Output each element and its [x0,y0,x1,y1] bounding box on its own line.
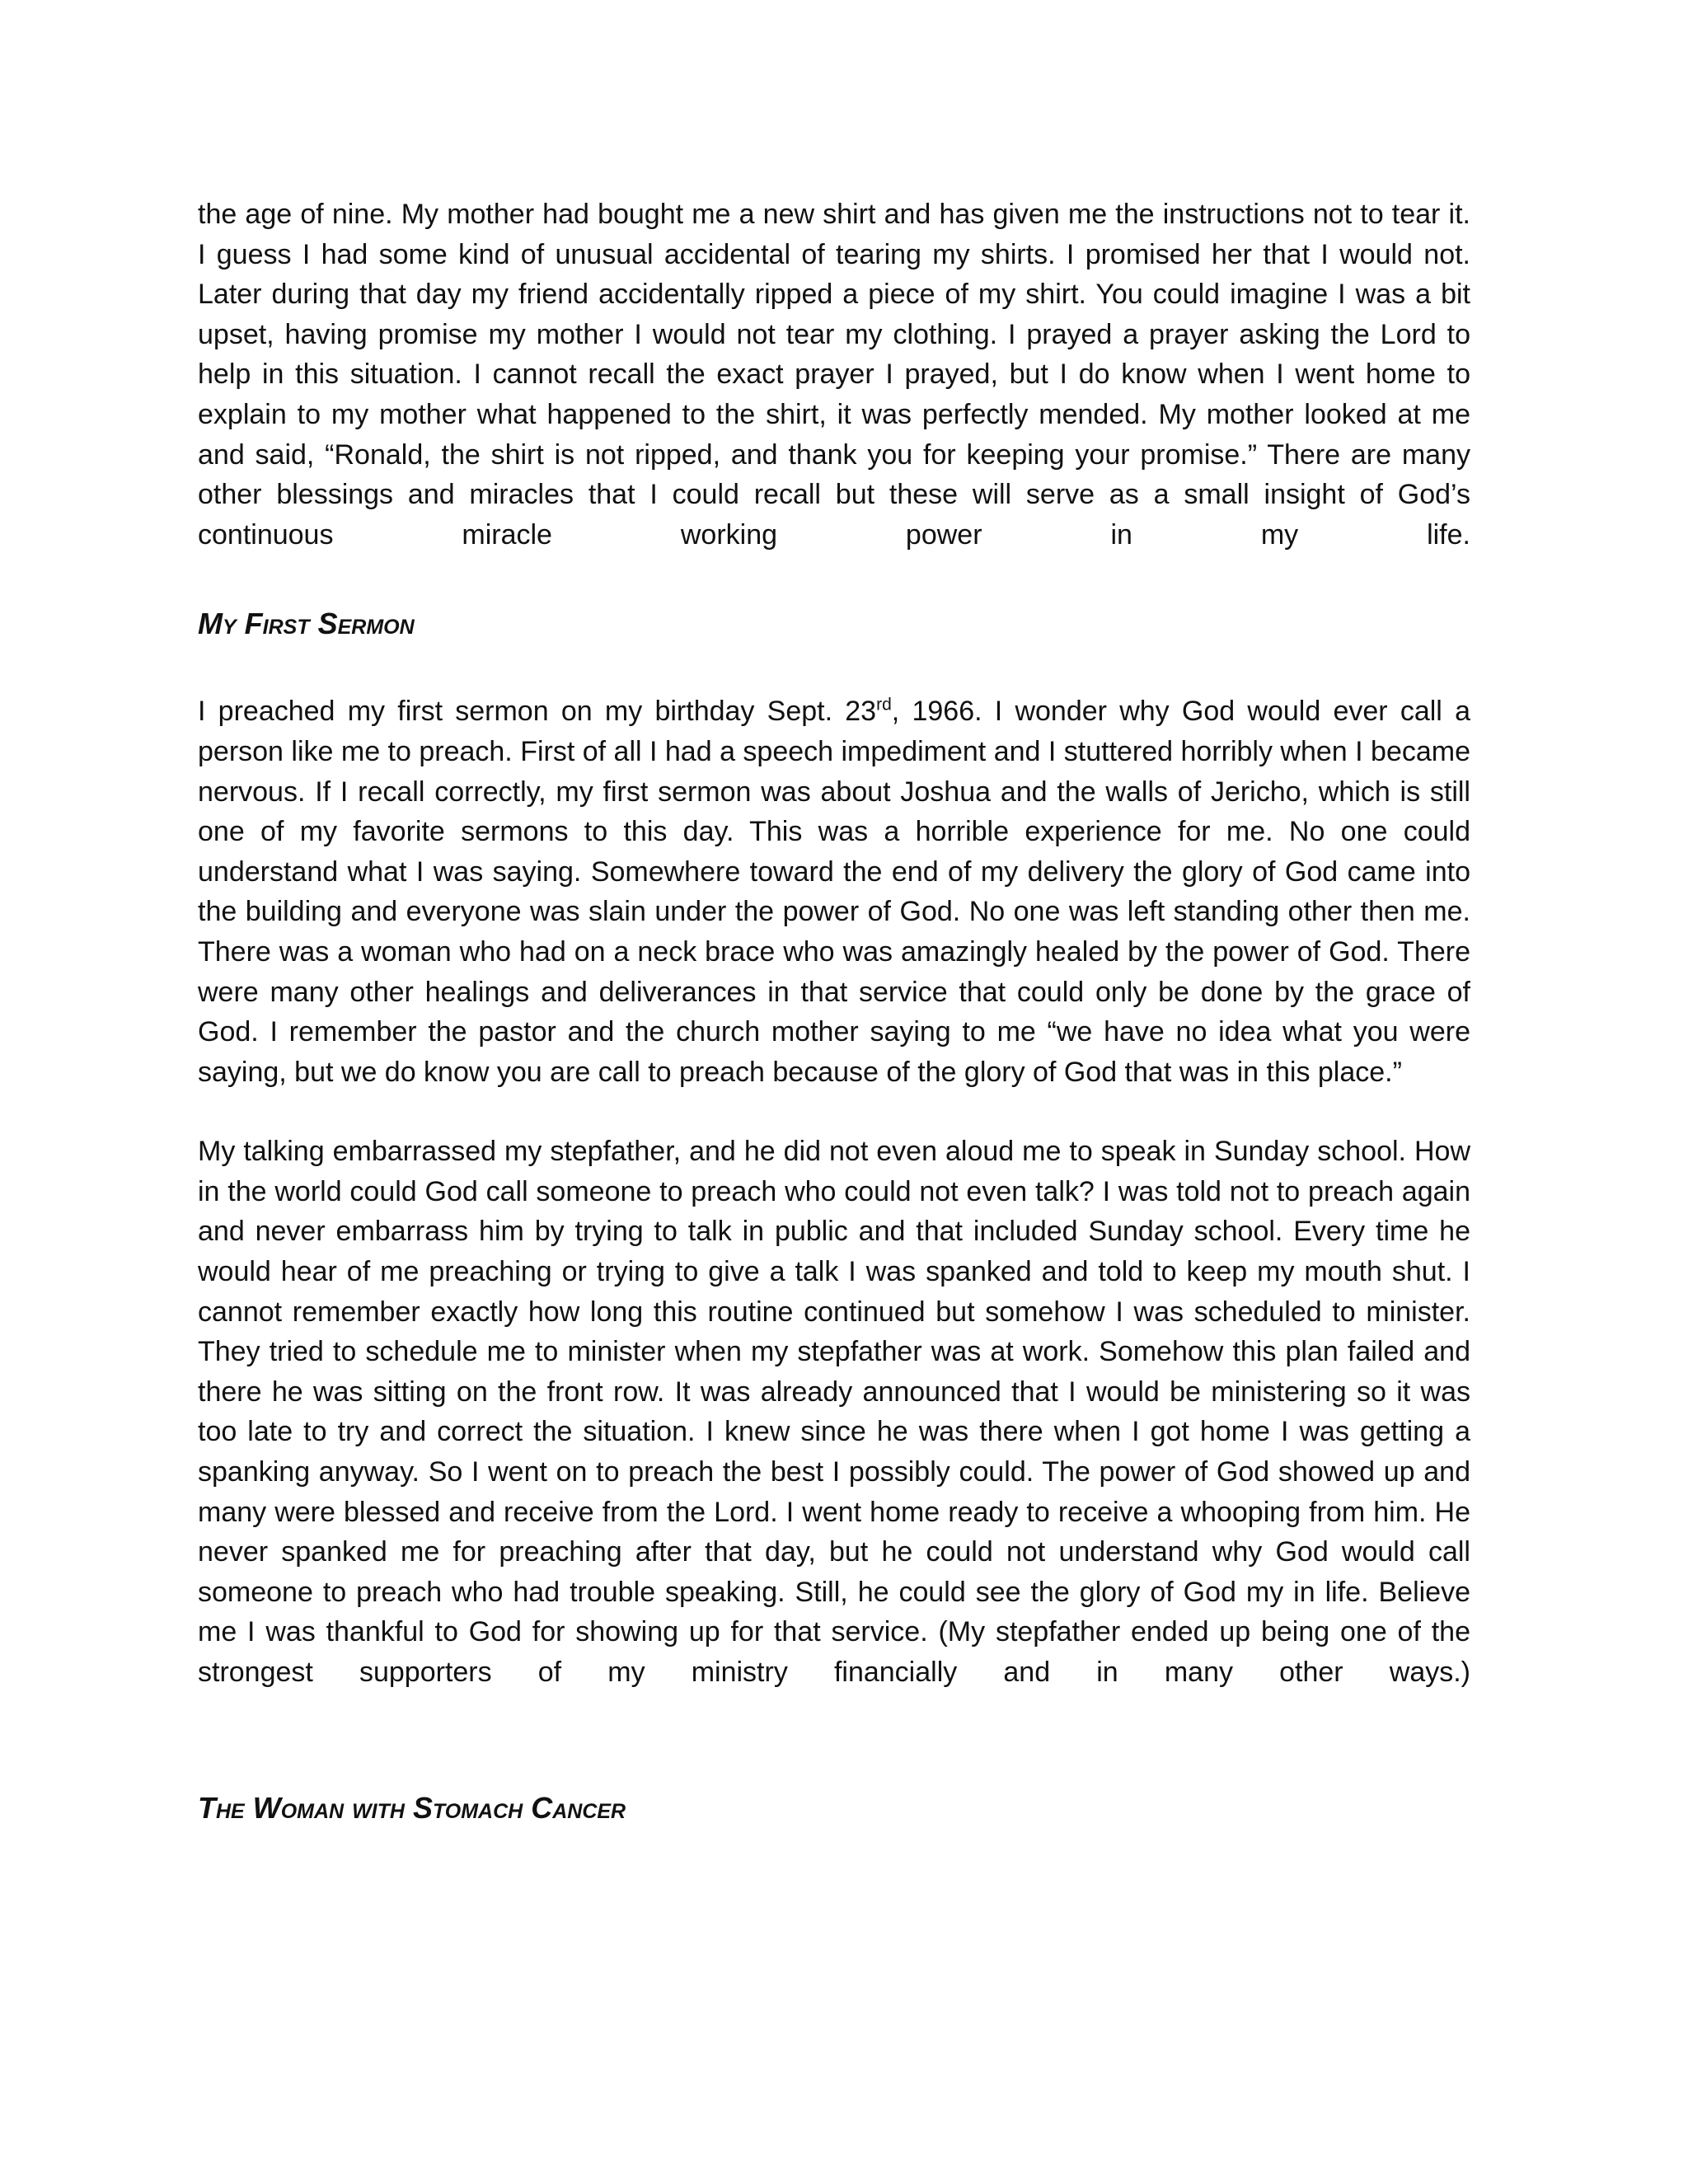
ordinal-superscript: rd [876,696,892,715]
document-page [198,194,1470,1828]
paragraph-first-sermon [198,691,1470,1092]
section-heading-first-sermon: My First Sermon [198,607,415,641]
paragraph-first-sermon-rest: , 1966. I wonder why God would ever call a person like me to preach. First of all I had a speech impediment and I stuttered horribly when I became nervous. If I recall correctly, my first sermon was about Joshua and the walls of Jericho, which is still one of my favorite sermons to this day. This was a horrible experience for me. No one could understand what I was saying. Somewhere toward the end of my delivery the glory of God came into the building and everyone was slain under the power of God. No one was left standing other then me. There was a woman who had on a neck brace who was amazingly healed by the power of God. There were many other healings and deliverances in that service that could only be done by the grace of God. I remember the pastor and the church mother saying to me “we have no idea what you were saying, but we do know you are call to preach because of the glory of God that was in this place.” [198,696,1471,1088]
paragraph-stepfather: My talking embarrassed my stepfather, and he did not even aloud me to speak in Sunday school. How in the world could God call someone to preach who could not even talk? I was told not to preach again and never embarrass him by trying to talk in public and that included Sunday school. Every time he would hear of me preaching or trying to give a talk I was spanked and told to keep my mouth shut. I cannot remember exactly how long this routine continued but somehow I was scheduled to minister. They tried to schedule me to minister when my stepfather was at work. Somehow this plan failed and there he was sitting on the front row. It was already announced that I would be ministering so it was too late to try and correct the situation. I knew since he was there when I got home I was getting a spanking anyway. So I went on to preach the best I possibly could. The power of God showed up and many were blessed and receive from the Lord. I went home ready to receive a whooping from him. He never spanked me for preaching after that day, but he could not understand why God would call someone to preach who had trouble speaking. Still, he could see the glory of God my in life. Believe me I was thankful to God for showing up for that service. (My stepfather ended up being one of the strongest supporters of my ministry financially and in many other ways.) [198,1136,1470,1688]
paragraph-shirt-miracle: the age of nine. My mother had bought me a new shirt and has given me the instructions not to tear it. I guess I had some kind of unusual accidental of tearing my shirts. I promised her that I would not. Later during that day my friend accidentally ripped a piece of my shirt. You could imagine I was a bit upset, having promise my mother I would not tear my clothing. I prayed a prayer asking the Lord to help in this situation. I cannot recall the exact prayer I prayed, but I do know when I went home to explain to my mother what happened to the shirt, it was perfectly mended. My mother looked at me and said, “Ronald, the shirt is not ripped, and thank you for keeping your promise.” There are many other blessings and miracles that I could recall but these will serve as a small insight of God’s continuous miracle working power in my life. [198,199,1470,551]
section-heading-stomach-cancer: The Woman with Stomach Cancer [198,1790,626,1825]
paragraph-first-sermon-start: I preached my first sermon on my birthday Sept. 23 [198,696,877,728]
